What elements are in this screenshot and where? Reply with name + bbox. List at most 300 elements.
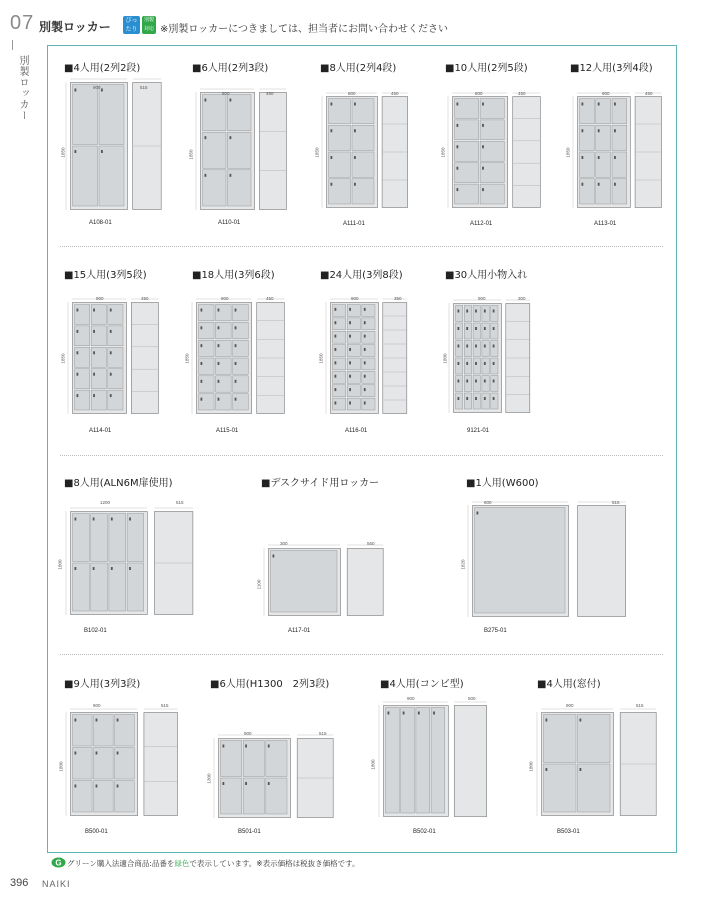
locker-door [475, 508, 566, 614]
dim-height: 1800 [58, 761, 64, 772]
door-lock [235, 344, 237, 347]
door-lock [218, 362, 220, 365]
dim-depth: 450 [518, 91, 526, 96]
dim-height: 1850 [60, 353, 66, 364]
door-lock [201, 398, 203, 401]
locker-door [108, 305, 123, 325]
locker-door [362, 371, 375, 383]
locker-door [127, 563, 144, 611]
locker-door [473, 393, 480, 409]
door-lock [110, 373, 112, 376]
door-lock [433, 712, 435, 715]
door-lock [245, 782, 247, 785]
door-lock [205, 136, 207, 139]
locker-door [333, 358, 346, 370]
locker-door [362, 358, 375, 370]
door-lock [493, 310, 495, 313]
door-lock [466, 310, 468, 313]
locker-drawing [70, 712, 182, 816]
locker-door [233, 340, 249, 356]
door-lock [129, 518, 131, 521]
door-lock [482, 167, 484, 170]
door-lock [110, 351, 112, 354]
door-lock [101, 150, 103, 153]
dim-width: 900 [407, 696, 415, 701]
door-lock [349, 335, 351, 338]
door-lock [223, 745, 225, 748]
door-lock [335, 401, 337, 404]
door-lock [418, 712, 420, 715]
locker-door [216, 394, 232, 410]
door-lock [598, 183, 600, 186]
footer-text-pre: :品番を [149, 859, 175, 868]
product-label: ■10人用(2列5段) [445, 63, 528, 74]
door-lock [335, 375, 337, 378]
locker-door [99, 146, 124, 206]
door-lock [111, 567, 113, 570]
locker-door [73, 514, 90, 562]
dim-width: 800 [348, 91, 356, 96]
locker-door [456, 393, 463, 409]
locker-door [347, 318, 360, 330]
door-lock [75, 518, 77, 521]
row-separator [60, 455, 663, 456]
door-lock [364, 348, 366, 351]
door-lock [457, 124, 459, 127]
door-lock [218, 326, 220, 329]
door-lock [458, 362, 460, 365]
locker-door [216, 340, 232, 356]
locker-door [480, 141, 504, 161]
door-lock [75, 752, 77, 755]
door-lock [201, 326, 203, 329]
locker-door [91, 514, 108, 562]
product-code: B102-01 [84, 628, 107, 634]
locker-door [362, 305, 375, 317]
header-note: ※別製ロッカーにつきましては、担当者にお問い合わせください [160, 24, 448, 35]
door-lock [364, 401, 366, 404]
door-lock [484, 345, 486, 348]
door-lock [230, 174, 232, 177]
row-separator [60, 654, 663, 655]
door-lock [93, 351, 95, 354]
locker-door [612, 152, 627, 177]
locker-door [233, 376, 249, 392]
door-lock [475, 397, 477, 400]
locker-door [596, 152, 611, 177]
door-lock [117, 785, 119, 788]
door-lock [93, 567, 95, 570]
product-label: ■30人用小物入れ [445, 270, 528, 281]
locker-door [578, 715, 611, 763]
dim-width: 300 [280, 541, 288, 546]
product-code: A114-01 [89, 428, 112, 434]
locker-door [199, 376, 215, 392]
door-lock [218, 398, 220, 401]
locker-door [73, 563, 90, 611]
locker-door [127, 514, 144, 562]
locker-door [464, 358, 471, 374]
door-lock [77, 351, 79, 354]
locker-door [464, 393, 471, 409]
locker-door [473, 323, 480, 339]
door-lock [458, 345, 460, 348]
locker-drawing [200, 92, 290, 210]
locker-side [454, 706, 486, 817]
product-code: A112-01 [470, 221, 493, 227]
door-lock [201, 344, 203, 347]
door-lock [77, 330, 79, 333]
dim-height: 1800 [442, 353, 448, 364]
door-lock [235, 380, 237, 383]
dim-height: 1850 [188, 149, 194, 160]
locker-door [91, 369, 106, 389]
chapter-side-label: 別製ロッカー [17, 55, 28, 121]
locker-door [596, 179, 611, 204]
door-lock [235, 309, 237, 312]
door-lock [482, 124, 484, 127]
door-lock [235, 326, 237, 329]
door-lock [580, 768, 582, 771]
locker-side [144, 713, 178, 816]
door-lock [614, 103, 616, 106]
door-lock [75, 785, 77, 788]
door-lock [331, 103, 333, 106]
dim-depth: 450 [141, 296, 149, 301]
dim-width: 900 [566, 703, 574, 708]
locker-door [473, 341, 480, 357]
locker-door [91, 390, 106, 410]
door-lock [268, 745, 270, 748]
locker-door [491, 393, 498, 409]
dim-depth: 450 [266, 91, 274, 96]
locker-door [347, 371, 360, 383]
locker-door [75, 347, 90, 367]
locker-door [456, 341, 463, 357]
door-lock [354, 129, 356, 132]
locker-side [513, 97, 541, 208]
door-lock [364, 388, 366, 391]
dim-depth: 450 [645, 91, 653, 96]
locker-door [108, 390, 123, 410]
locker-door [473, 358, 480, 374]
locker-door [362, 385, 375, 397]
locker-door [491, 341, 498, 357]
door-lock [493, 397, 495, 400]
product-label: ■9人用(3列3段) [64, 679, 141, 690]
door-lock [77, 309, 79, 312]
product-label: ■24人用(3列8段) [320, 270, 403, 281]
locker-door [596, 125, 611, 150]
locker-door [352, 99, 374, 124]
locker-door [482, 358, 489, 374]
door-lock [457, 103, 459, 106]
door-lock [614, 183, 616, 186]
dim-height: 1100 [256, 579, 262, 590]
door-lock [110, 394, 112, 397]
door-lock [218, 309, 220, 312]
locker-door [233, 305, 249, 321]
product-label: ■4人用(コンビ型) [380, 679, 464, 690]
locker-door [456, 358, 463, 374]
locker-side [131, 303, 158, 414]
locker-door [464, 376, 471, 392]
door-lock [349, 348, 351, 351]
locker-door [108, 326, 123, 346]
locker-drawing [70, 511, 198, 615]
door-lock [466, 380, 468, 383]
locker-door [91, 305, 106, 325]
product-label: ■6人用(2列3段) [192, 63, 269, 74]
product-label: ■12人用(3列4段) [570, 63, 653, 74]
door-lock [93, 309, 95, 312]
product-code: A113-01 [594, 221, 617, 227]
door-lock [354, 156, 356, 159]
locker-door [480, 163, 504, 183]
door-lock [75, 567, 77, 570]
door-lock [582, 103, 584, 106]
dim-width: 800 [475, 91, 483, 96]
locker-door [386, 708, 400, 814]
door-lock [457, 188, 459, 191]
door-lock [335, 321, 337, 324]
door-lock [201, 362, 203, 365]
door-lock [484, 362, 486, 365]
locker-door [352, 179, 374, 204]
door-lock [230, 136, 232, 139]
dim-width: 900 [602, 91, 610, 96]
door-lock [475, 380, 477, 383]
locker-door [362, 318, 375, 330]
dim-height: 1300 [206, 773, 212, 784]
locker-door [91, 563, 108, 611]
locker-door [333, 331, 346, 343]
door-lock [598, 156, 600, 159]
locker-door [347, 331, 360, 343]
locker-drawing [196, 302, 288, 414]
door-lock [580, 719, 582, 722]
door-lock [93, 394, 95, 397]
door-lock [482, 188, 484, 191]
door-lock [349, 361, 351, 364]
door-lock [223, 782, 225, 785]
locker-door [233, 358, 249, 374]
door-lock [482, 145, 484, 148]
door-lock [335, 348, 337, 351]
locker-door [216, 358, 232, 374]
dim-depth: 515 [140, 85, 148, 90]
door-lock [493, 362, 495, 365]
locker-door [455, 184, 479, 204]
locker-door [75, 326, 90, 346]
locker-door [456, 306, 463, 322]
dim-height: 1850 [440, 147, 446, 158]
door-lock [475, 345, 477, 348]
door-lock [466, 327, 468, 330]
door-lock [484, 380, 486, 383]
locker-door [216, 305, 232, 321]
dim-height: 1800 [528, 761, 534, 772]
product-code: B275-01 [484, 628, 507, 634]
door-lock [458, 327, 460, 330]
locker-door [352, 125, 374, 150]
door-lock [235, 362, 237, 365]
locker-door [73, 85, 98, 145]
product-code: A117-01 [288, 628, 311, 634]
dim-height: 1850 [565, 147, 571, 158]
locker-door [91, 326, 106, 346]
locker-side [347, 549, 383, 616]
locker-door [580, 179, 595, 204]
locker-door [578, 764, 611, 812]
locker-door [580, 99, 595, 124]
locker-drawing [472, 505, 632, 617]
locker-door [491, 358, 498, 374]
door-lock [482, 103, 484, 106]
product-code: A115-01 [216, 428, 239, 434]
locker-door [233, 394, 249, 410]
door-lock [205, 99, 207, 102]
locker-door [329, 125, 351, 150]
product-label: ■6人用(H1300 2列3段) [210, 679, 330, 690]
locker-drawing [218, 738, 338, 818]
door-lock [364, 361, 366, 364]
product-label: ■8人用(2列4段) [320, 63, 397, 74]
door-lock [77, 394, 79, 397]
locker-door [456, 376, 463, 392]
product-code: A108-01 [89, 220, 112, 226]
dim-width: 600 [484, 500, 492, 505]
door-lock [477, 512, 479, 515]
door-lock [218, 380, 220, 383]
locker-door [216, 322, 232, 338]
locker-drawing [326, 96, 411, 208]
dim-depth: 515 [161, 703, 169, 708]
locker-door [416, 708, 430, 814]
locker-door [580, 125, 595, 150]
svg-text:G: G [55, 858, 62, 868]
door-lock [93, 373, 95, 376]
door-lock [205, 174, 207, 177]
door-lock [110, 330, 112, 333]
locker-door [99, 85, 124, 145]
door-lock [582, 183, 584, 186]
dim-depth: 515 [319, 731, 327, 736]
locker-drawing [541, 712, 661, 816]
dim-height: 1850 [318, 353, 324, 364]
chapter-divider [12, 40, 13, 50]
locker-door [596, 99, 611, 124]
dim-width: 900 [478, 296, 486, 301]
door-lock [582, 129, 584, 132]
product-code: B500-01 [85, 829, 108, 835]
locker-side [578, 506, 626, 617]
locker-drawing [452, 96, 544, 208]
locker-door [75, 390, 90, 410]
locker-door [482, 341, 489, 357]
locker-door [347, 398, 360, 410]
page-title: 別製ロッカー [39, 20, 111, 34]
locker-door [347, 358, 360, 370]
door-lock [75, 150, 77, 153]
locker-door [580, 152, 595, 177]
door-lock [546, 719, 548, 722]
product-label: ■18人用(3列6段) [192, 270, 275, 281]
footer-green-label: グリーン購入法適合商品 [67, 859, 150, 868]
locker-door [464, 341, 471, 357]
locker-door [480, 120, 504, 140]
dim-height: 1850 [314, 147, 320, 158]
locker-drawing [70, 82, 165, 210]
locker-door [473, 306, 480, 322]
door-lock [466, 362, 468, 365]
product-label: ■4人用(窓付) [537, 679, 601, 690]
door-lock [364, 308, 366, 311]
product-code: A111-01 [343, 221, 365, 227]
locker-drawing [330, 302, 410, 414]
door-lock [93, 518, 95, 521]
locker-door [216, 376, 232, 392]
door-lock [75, 719, 77, 722]
product-code: A116-01 [345, 428, 368, 434]
dim-height: 1800 [370, 759, 376, 770]
door-lock [268, 782, 270, 785]
door-lock [218, 344, 220, 347]
locker-drawing [383, 705, 491, 817]
door-lock [598, 129, 600, 132]
locker-door [544, 715, 577, 763]
door-lock [245, 745, 247, 748]
locker-door [333, 398, 346, 410]
locker-door [199, 340, 215, 356]
door-lock [201, 309, 203, 312]
dim-width: 900 [93, 85, 101, 90]
product-code: B503-01 [557, 829, 580, 835]
locker-door [491, 306, 498, 322]
dim-width: 1200 [100, 500, 111, 505]
locker-door [482, 393, 489, 409]
product-code: B501-01 [238, 829, 261, 835]
locker-door [199, 305, 215, 321]
door-lock [96, 719, 98, 722]
locker-door [233, 322, 249, 338]
locker-door [480, 184, 504, 204]
door-lock [354, 103, 356, 106]
locker-door [199, 394, 215, 410]
door-lock [230, 99, 232, 102]
locker-door [464, 323, 471, 339]
locker-drawing [453, 303, 533, 413]
door-lock [335, 308, 337, 311]
door-lock [484, 327, 486, 330]
locker-door [431, 708, 445, 814]
locker-door [199, 322, 215, 338]
door-lock [598, 103, 600, 106]
door-lock [458, 310, 460, 313]
door-lock [75, 89, 77, 92]
locker-door [333, 385, 346, 397]
footer-text-green: 緑色 [174, 859, 190, 868]
locker-door [456, 323, 463, 339]
dim-width: 900 [93, 703, 101, 708]
door-lock [484, 397, 486, 400]
door-lock [96, 785, 98, 788]
locker-door [491, 323, 498, 339]
door-lock [129, 567, 131, 570]
door-lock [331, 156, 333, 159]
product-label: ■1人用(W600) [466, 478, 539, 489]
product-code: 9121-01 [467, 428, 490, 434]
